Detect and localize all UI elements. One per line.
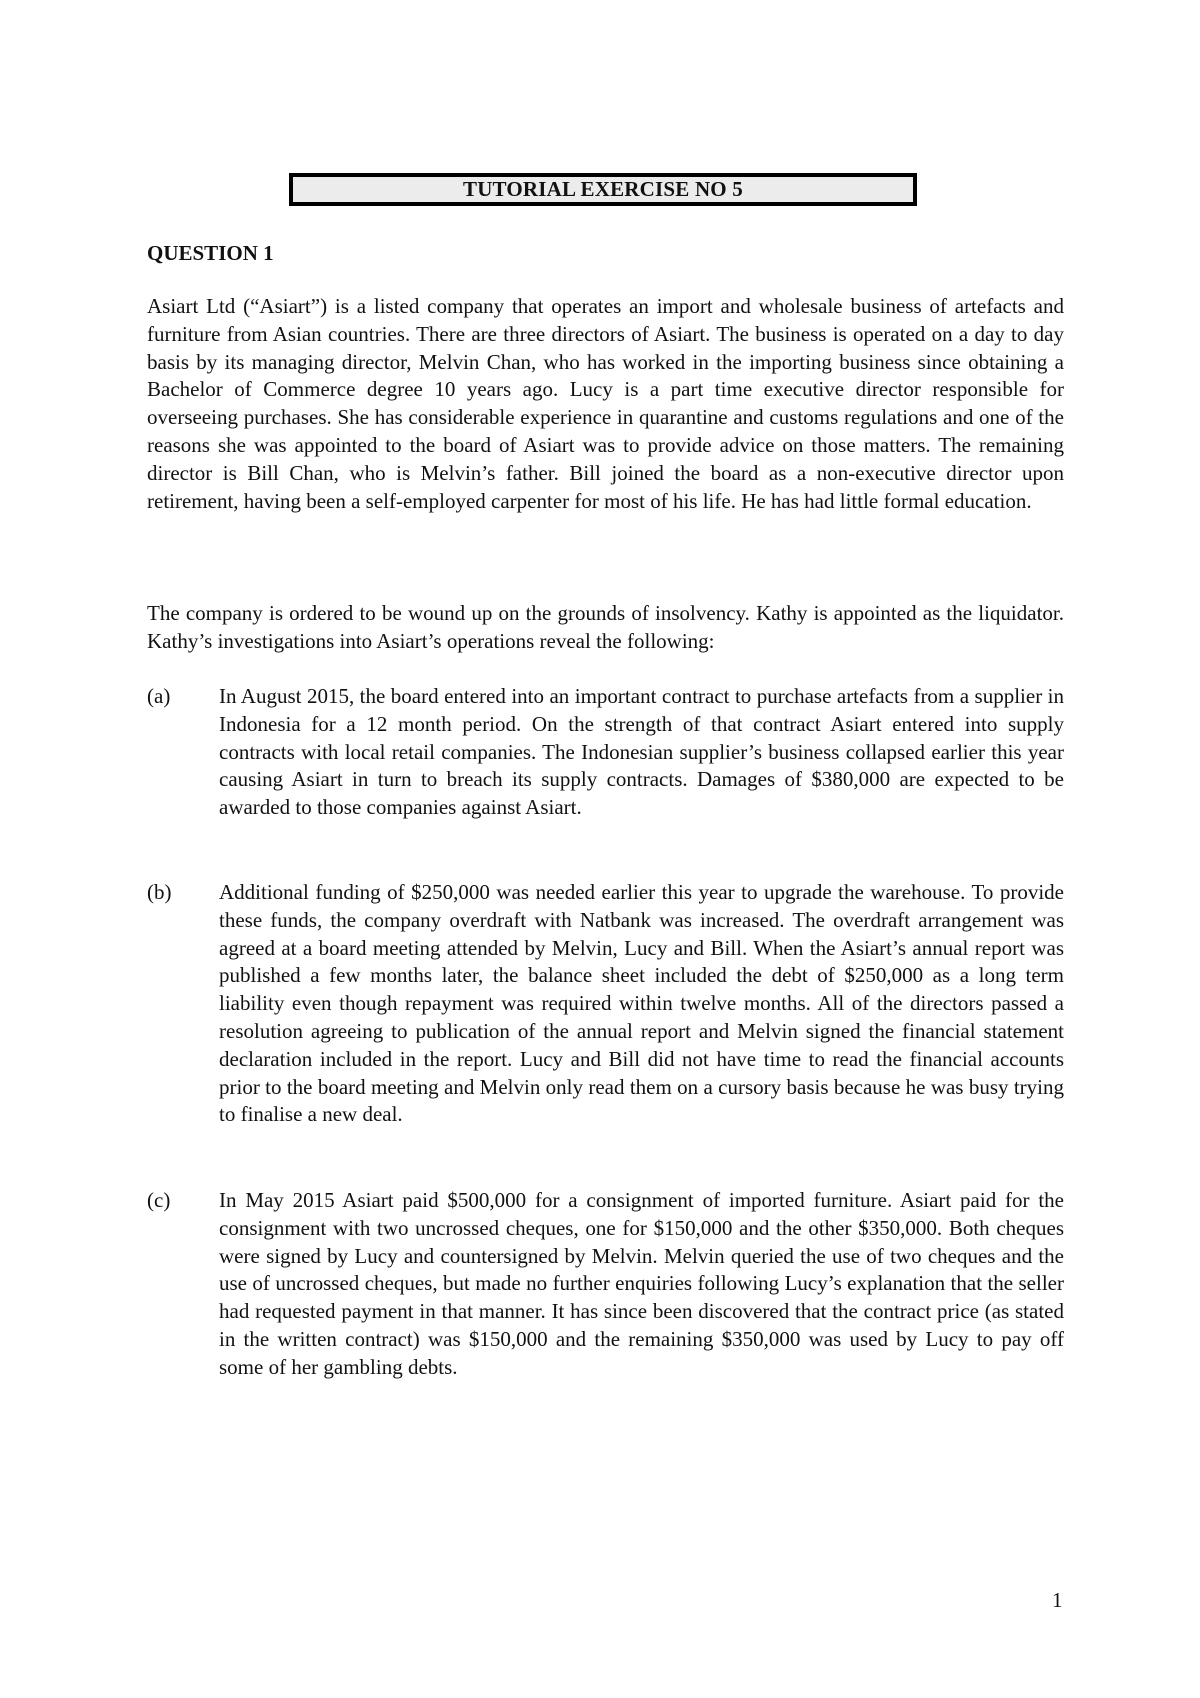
item-label-b: (b) <box>147 880 172 904</box>
exercise-title-box <box>289 173 917 206</box>
exercise-title: TUTORIAL EXERCISE NO 5 <box>462 177 743 201</box>
list-item-c <box>147 1187 1064 1382</box>
list-item-a <box>147 683 1064 822</box>
item-text-c: In May 2015 Asiart paid $500,000 for a consignment of imported furniture. Asiart paid for the consignment with two uncrossed cheques, one for $150,000 and the other $350,000. Both cheques were signed by Lucy and countersigned by Melvin. Melvin queried the use of two cheques and the use of uncrossed cheques, but made no further enquiries following Lucy’s explanation that the seller had requested payment in that manner. It has since been discovered that the contract price (as stated in the written contract) was $150,000 and the remaining $350,000 was used by Lucy to pay off some of her gambling debts. <box>219 1188 1064 1379</box>
item-label-c: (c) <box>147 1188 171 1212</box>
question-heading: QUESTION 1 <box>147 241 274 265</box>
item-text-a: In August 2015, the board entered into an important contract to purchase artefacts from a supplier in Indonesia for a 12 month period. On the strength of that contract Asiart entered into supply contracts with local retail companies. The Indonesian supplier’s business collapsed earlier this year causing Asiart in turn to breach its supply contracts. Damages of $380,000 are expected to be awarded to those companies against Asiart. <box>219 684 1064 820</box>
liquidation-paragraph: The company is ordered to be wound up on the grounds of insolvency. Kathy is appointed as the liquidator. Kathy’s investigations into Asiart’s operations reveal the following: <box>147 601 1064 653</box>
item-label-a: (a) <box>147 684 171 708</box>
page-number: 1 <box>1052 1588 1063 1612</box>
item-text-b: Additional funding of $250,000 was needed earlier this year to upgrade the warehouse. To provide these funds, the company overdraft with Natbank was increased. The overdraft arrangement was agreed at a board meeting attended by Melvin, Lucy and Bill. When the Asiart’s annual report was published a few months later, the balance sheet included the debt of $250,000 as a long term liability even though repayment was required within twelve months. All of the directors passed a resolution agreeing to publication of the annual report and Melvin signed the financial statement declaration included in the report. Lucy and Bill did not have time to read the financial accounts prior to the board meeting and Melvin only read them on a cursory basis because he was busy trying to finalise a new deal. <box>219 880 1064 1127</box>
intro-paragraph: Asiart Ltd (“Asiart”) is a listed company that operates an import and wholesale business of artefacts and furniture from Asian countries. There are three directors of Asiart. The business is operated on a day to day basis by its managing director, Melvin Chan, who has worked in the importing business since obtaining a Bachelor of Commerce degree 10 years ago. Lucy is a part time executive director responsible for overseeing purchases. She has considerable experience in quarantine and customs regulations and one of the reasons she was appointed to the board of Asiart was to provide advice on those matters. The remaining director is Bill Chan, who is Melvin’s father. Bill joined the board as a non-executive director upon retirement, having been a self-employed carpenter for most of his life. He has had little formal education. <box>147 294 1064 513</box>
list-item-b <box>147 879 1064 1129</box>
